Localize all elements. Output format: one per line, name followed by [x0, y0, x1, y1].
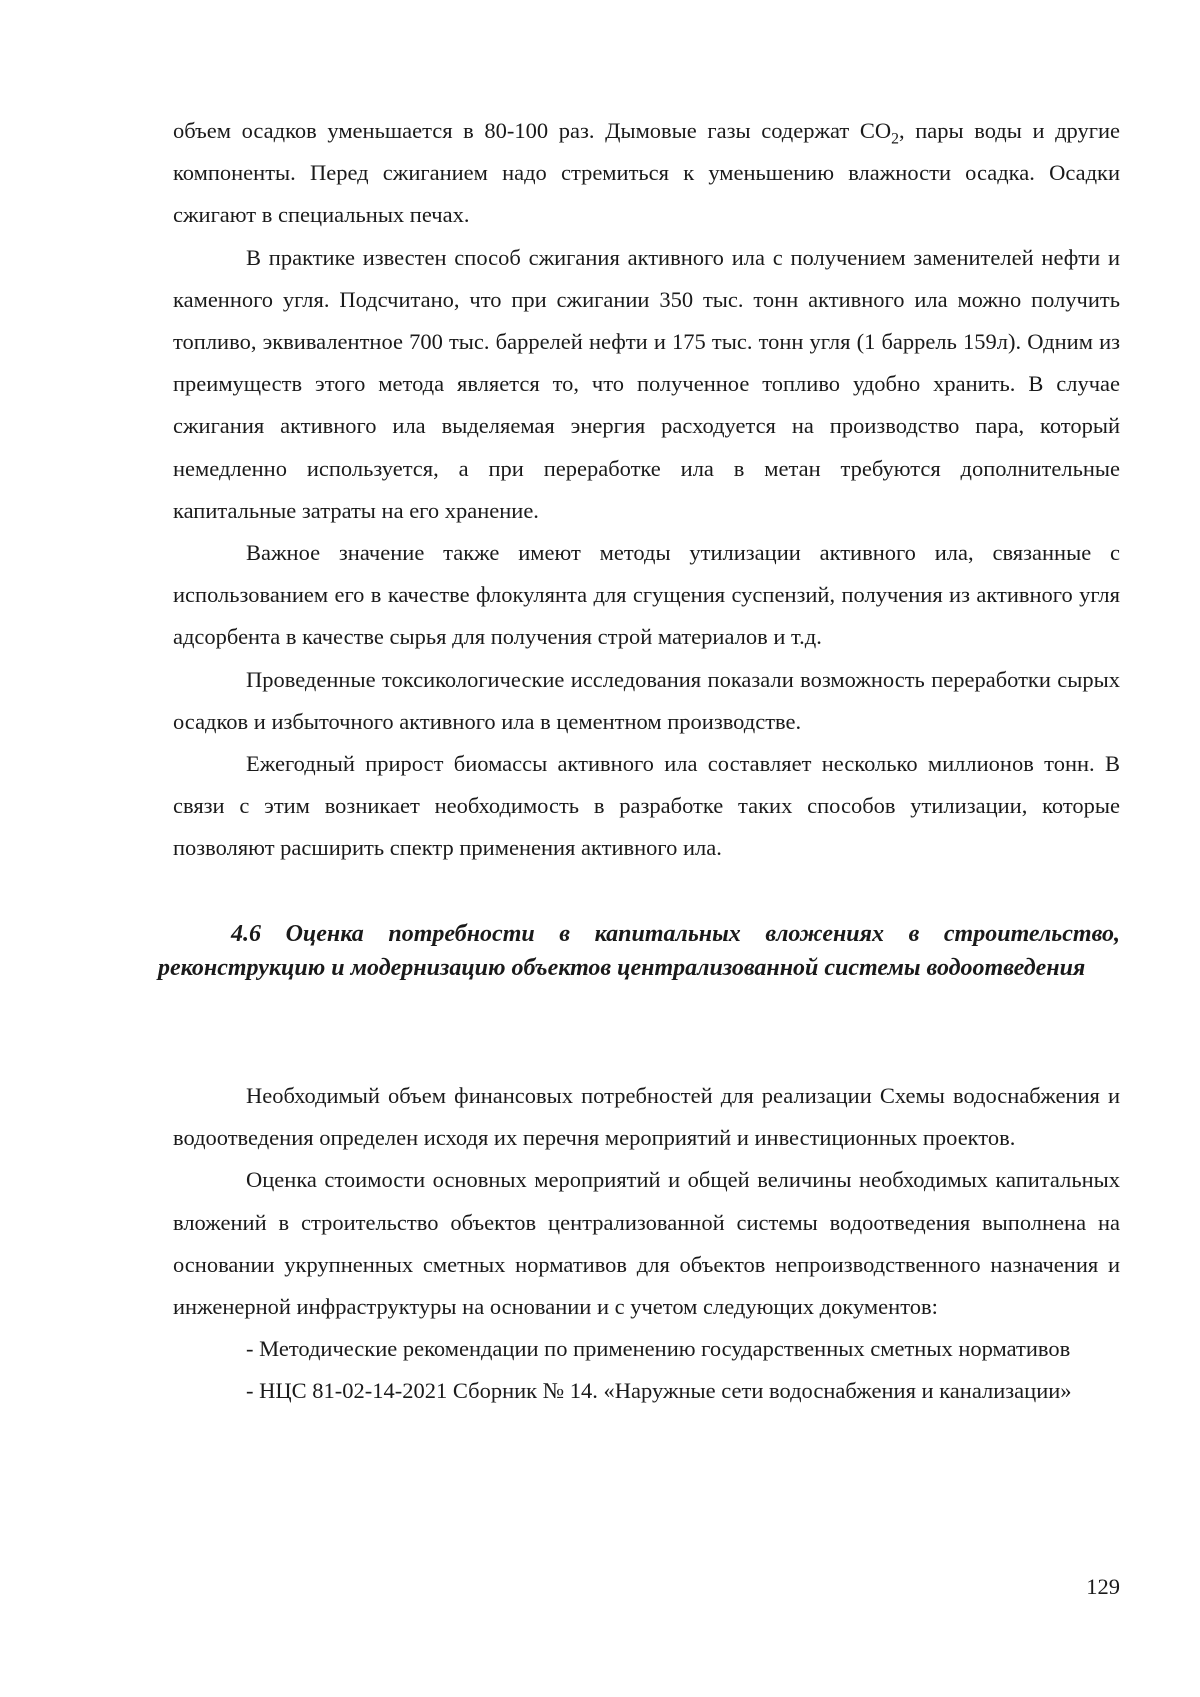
body-text-bottom	[173, 1075, 1120, 1413]
paragraph-sludge-incineration: В практике известен способ сжигания активного ила с получением заменителей нефти и каменного угля. Подсчитано, что при сжигании 350 тыс. тонн активного ила можно получить топливо, эквивалентное 700 тыс. баррелей нефти и 175 тыс. тонн угля (1 баррель 159л). Одним из преимуществ этого метода является то, что полученное топливо удобно хранить. В случае сжигания активного ила выделяемая энергия расходуется на производство пара, который немедленно используется, а при переработке ила в метан требуются дополнительные капитальные затраты на его хранение.	[173, 244, 1120, 523]
list-item-ncs-collection: - НЦС 81-02-14-2021 Сборник № 14. «Наружные сети водоснабжения и канализации»	[246, 1378, 1072, 1404]
subscript-2: 2	[891, 130, 899, 148]
body-text-top	[173, 110, 1120, 870]
list-item-methodical-recommendations: - Методические рекомендации по применению государственных сметных нормативов	[246, 1336, 1071, 1362]
paragraph-biomass-growth: Ежегодный прирост биомассы активного ила составляет несколько миллионов тонн. В связи с этим возникает необходимость в разработке таких способов утилизации, которые позволяют расширить спектр применения активного ила.	[173, 751, 1120, 861]
paragraph-toxicology-research: Проведенные токсикологические исследования показали возможность переработки сырых осадков и избыточного активного ила в цементном производстве.	[173, 666, 1120, 734]
page-number: 129	[1086, 1574, 1120, 1599]
paragraph-financial-needs: Необходимый объем финансовых потребностей для реализации Схемы водоснабжения и водоотведения определен исходя их перечня мероприятий и инвестиционных проектов.	[173, 1083, 1120, 1151]
paragraph-continuation: объем осадков уменьшается в 80-100 раз. Дымовые газы содержат $CO_2$, пары воды и другие компоненты. Перед сжиганием надо стремиться к уменьшению влажности осадка. Осадки сжигают в специальных печах.	[173, 118, 1121, 228]
section-heading: 4.6 Оценка потребности в капитальных вложениях в строительство, реконструкцию и модернизацию объектов централизованной системы водоотведения	[158, 921, 1120, 981]
paragraph-cost-estimation: Оценка стоимости основных мероприятий и общей величины необходимых капитальных вложений в строительство объектов централизованной системы водоотведения выполнена на основании укрупненных сметных нормативов для объектов непроизводственного назначения и инженерной инфраструктуры на основании и с учетом следующих документов:	[173, 1167, 1120, 1320]
paragraph-utilization-methods: Важное значение также имеют методы утилизации активного ила, связанные с использованием его в качестве флокулянта для сгущения суспензий, получения из активного угля адсорбента в качестве сырья для получения строй материалов и т.д.	[173, 540, 1120, 650]
